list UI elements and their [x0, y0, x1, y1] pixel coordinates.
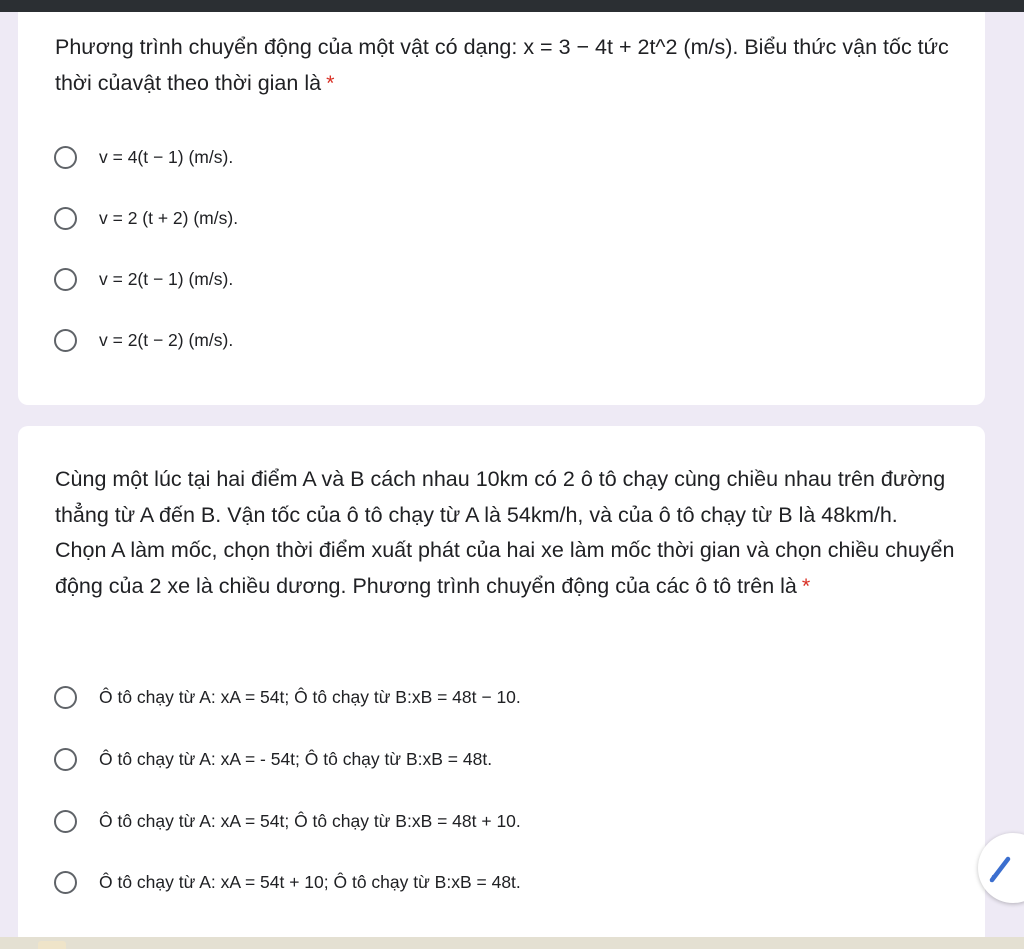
- q1-option-1[interactable]: [54, 142, 233, 172]
- q2-option-3-label: Ô tô chạy từ A: xA = 54t; Ô tô chạy từ B:xB = 48t + 10.: [99, 810, 521, 831]
- q1-option-2-label: v = 2 (t + 2) (m/s).: [99, 207, 239, 228]
- q2-option-1-label: Ô tô chạy từ A: xA = 54t; Ô tô chạy từ B:xB = 48t − 10.: [99, 686, 521, 707]
- bottom-tab: [38, 941, 66, 949]
- radio-unchecked-icon[interactable]: [54, 871, 77, 894]
- question-1-title: Phương trình chuyển động của một vật có dạng: x = 3 − 4t + 2t^2 (m/s). Biểu thức vận tốc tức thời củavật theo thời gian là *: [55, 35, 949, 95]
- question-card-2: [18, 426, 985, 946]
- q2-option-2[interactable]: [54, 744, 492, 774]
- q2-option-3[interactable]: [54, 806, 521, 836]
- q2-option-1[interactable]: [54, 682, 521, 712]
- required-asterisk: *: [801, 573, 811, 598]
- q1-option-2[interactable]: [54, 203, 238, 233]
- q1-option-4-label: v = 2(t − 2) (m/s).: [99, 329, 234, 350]
- question-card-1: [18, 12, 985, 405]
- pencil-icon: [988, 855, 1014, 883]
- radio-unchecked-icon[interactable]: [54, 329, 77, 352]
- bottom-strip: [0, 937, 1024, 949]
- question-2-title: Cùng một lúc tại hai điểm A và B cách nhau 10km có 2 ô tô chạy cùng chiều nhau trên đường thẳng từ A đến B. Vận tốc của ô tô chạy từ A là 54km/h, và của ô tô chạy từ B là 48km/h. Chọn A làm mốc, chọn thời điểm xuất phát của hai xe làm mốc thời gian và chọn chiều chuyển động của 2 xe là chiều dương. Phương trình chuyển động của các ô tô trên là *: [55, 467, 955, 598]
- q2-option-4[interactable]: [54, 867, 521, 897]
- radio-unchecked-icon[interactable]: [54, 207, 77, 230]
- q1-option-3-label: v = 2(t − 1) (m/s).: [99, 268, 234, 289]
- q1-option-3[interactable]: [54, 264, 233, 294]
- radio-unchecked-icon[interactable]: [54, 686, 77, 709]
- required-asterisk: *: [326, 70, 335, 95]
- q1-option-1-label: v = 4(t − 1) (m/s).: [99, 146, 234, 167]
- radio-unchecked-icon[interactable]: [54, 810, 77, 833]
- radio-unchecked-icon[interactable]: [54, 748, 77, 771]
- q2-option-2-label: Ô tô chạy từ A: xA = - 54t; Ô tô chạy từ B:xB = 48t.: [99, 748, 493, 769]
- top-bar: [0, 0, 1024, 12]
- q2-option-4-label: Ô tô chạy từ A: xA = 54t + 10; Ô tô chạy từ B:xB = 48t.: [99, 871, 521, 892]
- radio-unchecked-icon[interactable]: [54, 146, 77, 169]
- q1-option-4[interactable]: [54, 325, 233, 355]
- radio-unchecked-icon[interactable]: [54, 268, 77, 291]
